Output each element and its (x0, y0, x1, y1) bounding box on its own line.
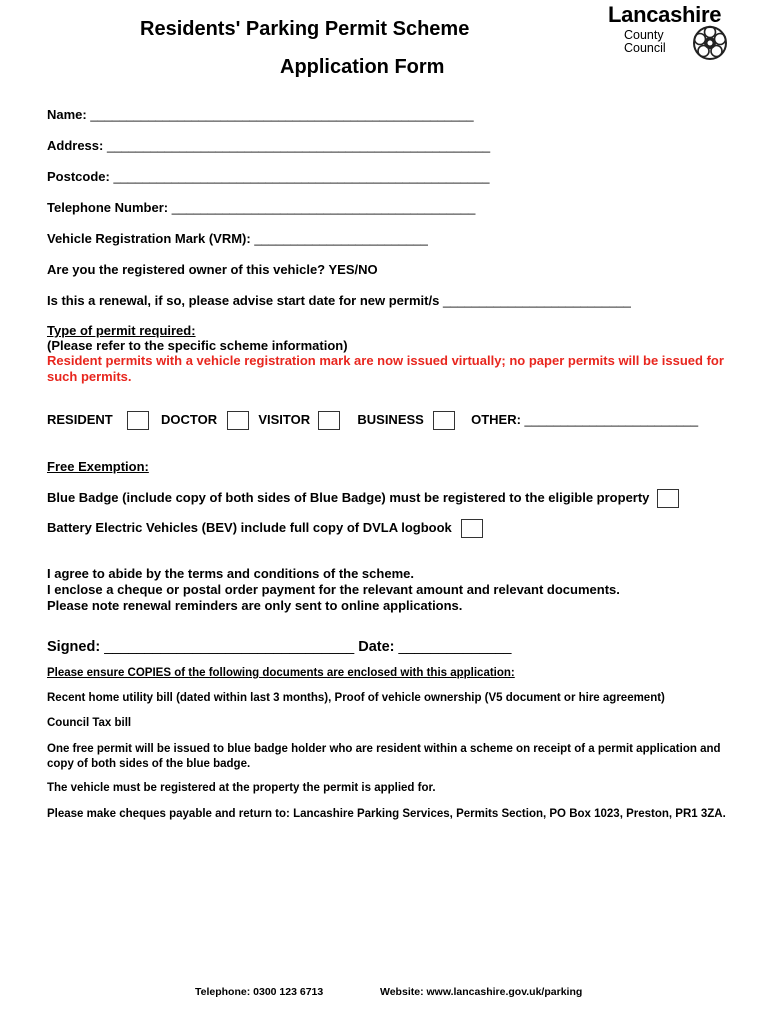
logo-council: Council (624, 41, 666, 55)
telephone-line: __________________________________________ (171, 200, 476, 215)
postcode-line: ____________________________________________________ (113, 169, 490, 184)
rose-icon (692, 24, 728, 62)
resident-checkbox[interactable] (127, 411, 149, 430)
telephone-field[interactable] (47, 200, 475, 215)
renewal-field[interactable] (47, 293, 631, 308)
logo-county: County (624, 28, 664, 42)
business-checkbox[interactable] (433, 411, 455, 430)
bev-label: Battery Electric Vehicles (BEV) include full copy of DVLA logbook (47, 520, 452, 535)
renewal-label: Is this a renewal, if so, please advise start date for new permit/s (47, 293, 443, 308)
address-field[interactable] (47, 138, 490, 153)
free-permit-note: One free permit will be issued to blue badge holder who are resident within a scheme on receipt of a permit application and copy of both sides of the blue badge. (47, 743, 721, 770)
postcode-label: Postcode: (47, 169, 114, 184)
name-label: Name: (47, 107, 91, 122)
address-label: Address: (47, 138, 107, 153)
council-logo (608, 2, 743, 64)
page-subtitle: Application Form (280, 56, 445, 78)
business-label: BUSINESS (357, 412, 424, 427)
permit-type-heading: Type of permit required: (47, 323, 196, 338)
doctor-checkbox[interactable] (227, 411, 249, 430)
renewal-line: __________________________ (442, 293, 631, 308)
agreement-line-1: I agree to abide by the terms and conditions of the scheme. (47, 566, 414, 581)
permit-options (47, 410, 698, 430)
vrm-label: Vehicle Registration Mark (VRM): (47, 231, 255, 246)
bev-row (47, 518, 483, 538)
documents-required: Recent home utility bill (dated within last 3 months), Proof of vehicle ownership (V5 document or hire agreement) (47, 692, 665, 704)
cheques-note: Please make cheques payable and return to: Lancashire Parking Services, Permits Section, PO Box 1023, Preston, PR1 3ZA. (47, 808, 726, 820)
vehicle-registered-note: The vehicle must be registered at the property the permit is applied for. (47, 782, 436, 794)
footer-website[interactable]: Website: www.lancashire.gov.uk/parking (380, 986, 583, 998)
telephone-label: Telephone Number: (47, 200, 172, 215)
bev-checkbox[interactable] (461, 519, 483, 538)
doctor-label: DOCTOR (160, 412, 218, 427)
signature-row (47, 639, 511, 655)
vrm-field[interactable] (47, 231, 428, 246)
blue-badge-checkbox[interactable] (657, 489, 679, 508)
logo-wordmark: Lancashire (608, 2, 722, 27)
other-label: OTHER: (471, 412, 525, 427)
footer-telephone: Telephone: 0300 123 6713 (195, 986, 324, 998)
address-line: _____________________________________________________ (106, 138, 491, 153)
name-line: _____________________________________________________ (90, 107, 474, 122)
copies-heading: Please ensure COPIES of the following documents are enclosed with this application: (47, 667, 515, 679)
virtual-permit-warning: Resident permits with a vehicle registration mark are now issued virtually; no paper permits will be issued for such permits. (47, 353, 724, 384)
visitor-checkbox[interactable] (318, 411, 340, 430)
blue-badge-row (47, 488, 679, 508)
free-exemption-heading: Free Exemption: (47, 459, 149, 474)
date-label: Date: (354, 639, 399, 655)
signed-line[interactable]: _______________________________ (104, 639, 355, 655)
postcode-field[interactable] (47, 169, 489, 184)
signed-label: Signed: (47, 639, 105, 655)
resident-label: RESIDENT (47, 412, 113, 427)
date-line[interactable]: ______________ (398, 639, 512, 655)
owner-question[interactable]: Are you the registered owner of this vehicle? YES/NO (47, 262, 378, 277)
name-field[interactable] (47, 107, 474, 122)
visitor-label: VISITOR (258, 412, 311, 427)
vrm-line: ________________________ (254, 231, 428, 246)
agreement-line-3: Please note renewal reminders are only sent to online applications. (47, 598, 463, 613)
page-title: Residents' Parking Permit Scheme (140, 18, 470, 40)
agreement-line-2: I enclose a cheque or postal order payment for the relevant amount and relevant documents. (47, 582, 620, 597)
blue-badge-label: Blue Badge (include copy of both sides of Blue Badge) must be registered to the eligible property (47, 490, 650, 505)
permit-type-note: (Please refer to the specific scheme information) (47, 338, 348, 353)
council-tax-note: Council Tax bill (47, 717, 132, 729)
other-line[interactable]: ________________________ (524, 412, 699, 427)
